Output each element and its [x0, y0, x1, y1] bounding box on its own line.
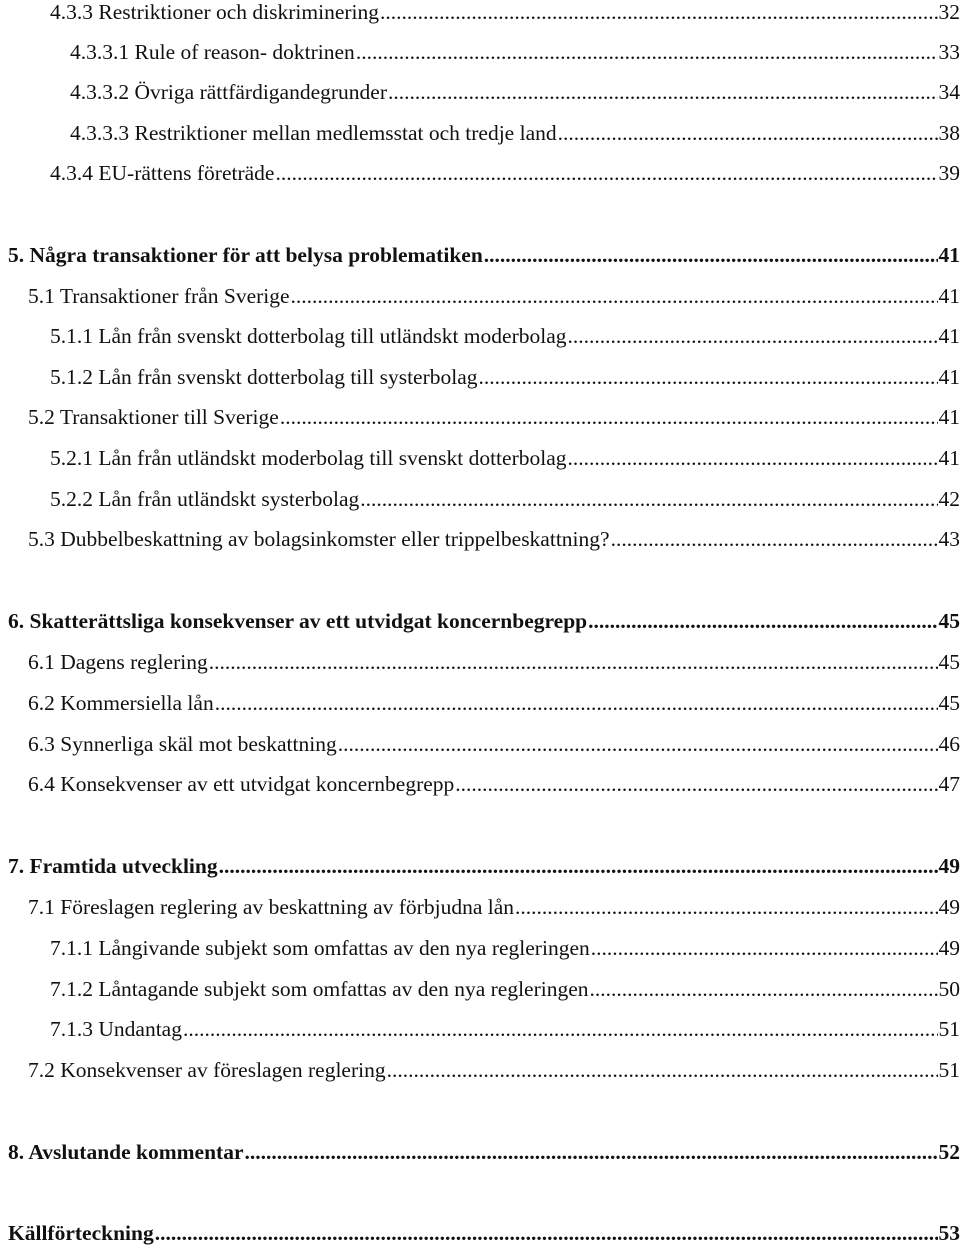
toc-dot-leader [245, 1137, 938, 1167]
toc-dot-leader [515, 892, 938, 922]
toc-entry-title: 5.1.1 Lån från svenskt dotterbolag till utländskt moderbolag [50, 324, 567, 348]
toc-entry [70, 118, 960, 148]
toc-entry-title: 7.1 Föreslagen reglering av beskattning av förbjudna lån [28, 895, 514, 919]
toc-chapter-entry [8, 1218, 960, 1248]
toc-entry [50, 933, 960, 963]
toc-dot-leader [209, 647, 938, 677]
toc-entry [28, 769, 960, 799]
toc-dot-leader [611, 524, 938, 554]
toc-entry [50, 0, 960, 27]
toc-dot-leader [591, 933, 938, 963]
toc-dot-leader [388, 77, 937, 107]
toc-entry-title: 4.3.3 Restriktioner och diskriminering [50, 0, 380, 24]
toc-page-number: 52 [938, 1140, 960, 1164]
toc-dot-leader [183, 1014, 938, 1044]
toc-page-number: 41 [938, 284, 960, 308]
toc-entry [28, 892, 960, 922]
toc-page-number: 32 [938, 0, 960, 24]
toc-dot-leader [155, 1218, 938, 1248]
toc-dot-leader [568, 443, 938, 473]
toc-entry-title: 4.3.3.2 Övriga rättfärdigandegrunder [70, 80, 388, 104]
toc-page-number: 42 [938, 487, 960, 511]
toc-page-number: 45 [938, 609, 960, 633]
toc-page-number: 41 [938, 243, 960, 267]
toc-entry-title: 6.3 Synnerliga skäl mot beskattning [28, 732, 337, 756]
toc-page-number: 45 [938, 691, 960, 715]
toc-entry [50, 443, 960, 473]
toc-entry-title: 5. Några transaktioner för att belysa problematiken [8, 243, 483, 267]
toc-entry [50, 362, 960, 392]
toc-dot-leader [280, 402, 938, 432]
toc-chapter-entry [8, 606, 960, 636]
toc-dot-leader [219, 851, 938, 881]
toc-dot-leader [484, 240, 938, 270]
toc-page-number: 49 [938, 854, 960, 878]
toc-dot-leader [387, 1055, 938, 1085]
toc-page-number: 50 [938, 977, 960, 1001]
toc-entry-title: 5.1.2 Lån från svenskt dotterbolag till systerbolag [50, 365, 478, 389]
toc-page-number: 41 [938, 446, 960, 470]
toc-entry-title: 5.2.1 Lån från utländskt moderbolag till svenskt dotterbolag [50, 446, 567, 470]
toc-entry-title: 7. Framtida utveckling [8, 854, 218, 878]
toc-chapter-entry [8, 851, 960, 881]
toc-entry [28, 281, 960, 311]
toc-entry-title: 7.1.2 Låntagande subjekt som omfattas av den nya regleringen [50, 977, 589, 1001]
toc-entry-title: 4.3.4 EU-rättens företräde [50, 161, 275, 185]
toc-dot-leader [558, 118, 938, 148]
toc-dot-leader [215, 688, 938, 718]
toc-entry-title: 4.3.3.3 Restriktioner mellan medlemsstat och tredje land [70, 121, 557, 145]
toc-entry-title: 5.2 Transaktioner till Sverige [28, 405, 279, 429]
toc-chapter-entry [8, 240, 960, 270]
toc-entry [70, 37, 960, 67]
toc-entry [28, 1055, 960, 1085]
toc-entry [28, 647, 960, 677]
toc-page-number: 41 [938, 405, 960, 429]
toc-entry [28, 729, 960, 759]
toc-dot-leader [275, 158, 937, 188]
toc-dot-leader [356, 37, 938, 67]
toc-page-number: 33 [938, 40, 960, 64]
toc-dot-leader [338, 729, 938, 759]
toc-dot-leader [568, 321, 938, 351]
toc-page-number: 34 [938, 80, 960, 104]
toc-entry-title: 7.1.1 Långivande subjekt som omfattas av den nya regleringen [50, 936, 590, 960]
toc-dot-leader [380, 0, 937, 27]
toc-dot-leader [291, 281, 938, 311]
toc-entry-title: 6. Skatterättsliga konsekvenser av ett utvidgat koncernbegrepp [8, 609, 588, 633]
toc-dot-leader [588, 606, 937, 636]
toc-page-number: 49 [938, 895, 960, 919]
toc-dot-leader [360, 484, 937, 514]
toc-dot-leader [479, 362, 938, 392]
toc-page-number: 53 [938, 1221, 960, 1245]
toc-page-number: 51 [938, 1017, 960, 1041]
toc-entry [28, 688, 960, 718]
toc-page-number: 47 [938, 772, 960, 796]
toc-entry-title: 8. Avslutande kommentar [8, 1140, 244, 1164]
toc-entry [70, 77, 960, 107]
toc-entry [50, 484, 960, 514]
toc-entry [50, 321, 960, 351]
toc-dot-leader [455, 769, 937, 799]
toc-entry-title: 6.1 Dagens reglering [28, 650, 208, 674]
toc-chapter-entry [8, 1137, 960, 1167]
toc-entry-title: 4.3.3.1 Rule of reason- doktrinen [70, 40, 355, 64]
toc-page-number: 41 [938, 324, 960, 348]
toc-entry [50, 158, 960, 188]
toc-entry-title: 7.2 Konsekvenser av föreslagen reglering [28, 1058, 386, 1082]
toc-entry [50, 1014, 960, 1044]
toc-page-number: 39 [938, 161, 960, 185]
toc-page-number: 49 [938, 936, 960, 960]
toc-entry-title: 6.4 Konsekvenser av ett utvidgat koncernbegrepp [28, 772, 455, 796]
toc-entry-title: Källförteckning [8, 1221, 154, 1245]
toc-page-number: 43 [938, 527, 960, 551]
toc-entry [28, 524, 960, 554]
toc-entry-title: 6.2 Kommersiella lån [28, 691, 214, 715]
toc-entry [28, 402, 960, 432]
toc-dot-leader [590, 974, 938, 1004]
toc-entry-title: 5.1 Transaktioner från Sverige [28, 284, 290, 308]
toc-page-number: 46 [938, 732, 960, 756]
toc-entry [50, 974, 960, 1004]
toc-entry-title: 5.3 Dubbelbeskattning av bolagsinkomster eller trippelbeskattning? [28, 527, 610, 551]
toc-entry-title: 7.1.3 Undantag [50, 1017, 182, 1041]
toc-entry-title: 5.2.2 Lån från utländskt systerbolag [50, 487, 360, 511]
toc-page-number: 41 [938, 365, 960, 389]
toc-page-number: 38 [938, 121, 960, 145]
toc-page-number: 45 [938, 650, 960, 674]
toc-page-number: 51 [938, 1058, 960, 1082]
